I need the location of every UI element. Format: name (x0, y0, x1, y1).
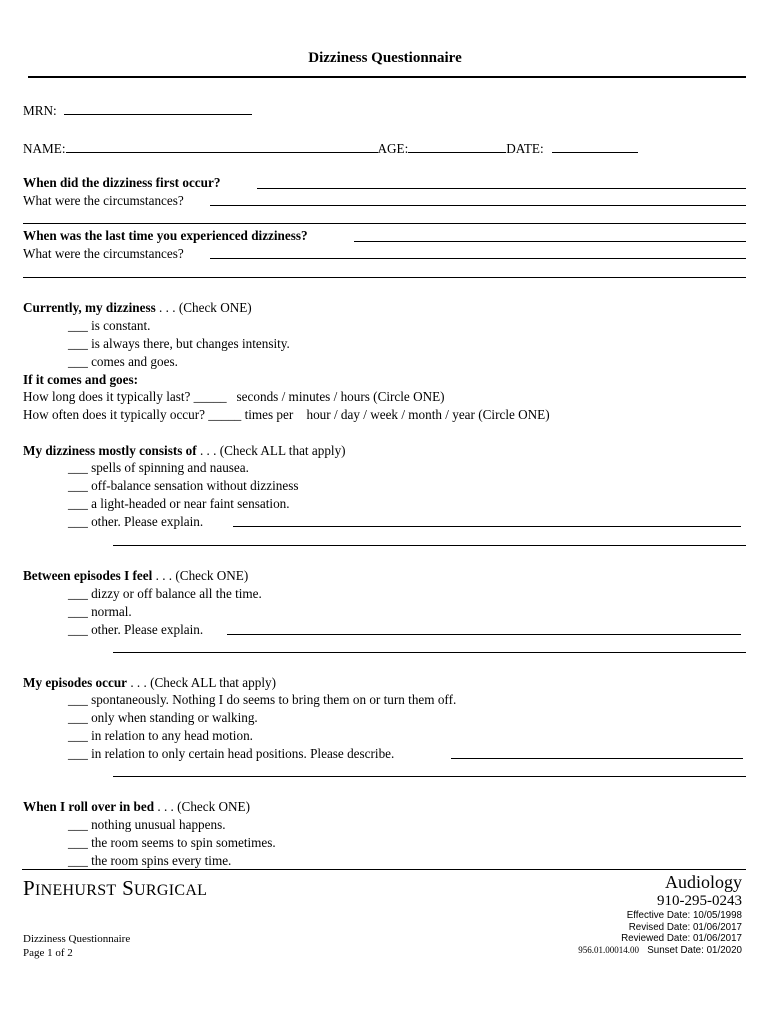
roll-heading: When I roll over in bed . . . (Check ONE) (23, 799, 250, 814)
consists-heading: My dizziness mostly consists of . . . (Check ALL that apply) (23, 443, 346, 458)
episodes-option-spontaneous[interactable]: ___ spontaneously. Nothing I do seems to bring them on or turn them off. (68, 692, 457, 707)
sunset-date: Sunset Date: 01/2020 (647, 944, 742, 956)
last-circumstances-line[interactable] (210, 258, 746, 259)
document-dates (578, 910, 742, 956)
name-field[interactable] (66, 140, 378, 153)
reviewed-date: Reviewed Date: 01/06/2017 (621, 933, 742, 944)
name-label: NAME: (23, 141, 66, 156)
last-time-answer-line[interactable] (354, 241, 746, 242)
last-circumstances-label: What were the circumstances? (23, 246, 184, 261)
mrn-label: MRN: (23, 103, 57, 118)
how-long-row: How long does it typically last? _____ seconds / minutes / hours (Circle ONE) (23, 389, 445, 404)
age-label: AGE: (377, 141, 409, 156)
first-circumstances-line-2[interactable] (23, 223, 746, 224)
between-heading: Between episodes I feel . . . (Check ONE) (23, 568, 249, 583)
page-title: Dizziness Questionnaire (308, 50, 462, 66)
episodes-option-head-motion[interactable]: ___ in relation to any head motion. (68, 728, 253, 743)
episodes-option-standing[interactable]: ___ only when standing or walking. (68, 710, 258, 725)
consists-option-other[interactable]: ___ other. Please explain. (68, 514, 204, 529)
episodes-describe-line[interactable] (451, 758, 743, 759)
first-occur-question: When did the dizziness first occur? (23, 175, 221, 190)
between-option-normal[interactable]: ___ normal. (68, 604, 132, 619)
roll-option-sometimes[interactable]: ___ the room seems to spin sometimes. (68, 835, 276, 850)
between-other-line-2[interactable] (113, 652, 746, 653)
footer-document-name: Dizziness Questionnaire (23, 933, 131, 945)
episodes-describe-line-2[interactable] (113, 776, 746, 777)
department-label: Audiology (664, 872, 742, 892)
currently-option-constant[interactable]: ___ is constant. (68, 318, 151, 333)
currently-option-changes[interactable]: ___ is always there, but changes intensity. (68, 336, 290, 351)
date-label: DATE: (506, 141, 544, 156)
first-circumstances-line[interactable] (210, 205, 746, 206)
between-other-line[interactable] (227, 634, 741, 635)
last-circumstances-line-2[interactable] (23, 277, 746, 278)
name-row (23, 140, 638, 157)
effective-date: Effective Date: 10/05/1998 (626, 910, 742, 921)
last-time-question: When was the last time you experienced dizziness? (23, 228, 308, 243)
roll-option-every-time[interactable]: ___ the room spins every time. (68, 853, 232, 868)
consists-other-line[interactable] (233, 526, 741, 527)
revised-date: Revised Date: 01/06/2017 (628, 921, 742, 933)
consists-other-line-2[interactable] (113, 545, 746, 546)
between-option-dizzy[interactable]: ___ dizzy or off balance all the time. (68, 586, 262, 601)
comes-goes-heading: If it comes and goes: (23, 372, 139, 387)
page-number: Page 1 of 2 (23, 947, 73, 959)
date-field[interactable] (552, 140, 638, 153)
episodes-heading: My episodes occur . . . (Check ALL that apply) (23, 675, 276, 690)
mrn-field[interactable] (64, 102, 252, 115)
footer-document-info (23, 932, 130, 960)
episodes-option-head-positions[interactable]: ___ in relation to only certain head positions. Please describe. (68, 746, 395, 761)
document-code: 956.01.00014.00 (578, 944, 640, 955)
footer-rule (22, 869, 746, 870)
consists-option-spinning[interactable]: ___ spells of spinning and nausea. (68, 460, 249, 475)
mrn-row (23, 102, 252, 119)
how-often-row: How often does it typically occur? _____ times per hour / day / week / month / year (Circle ONE) (23, 407, 550, 422)
consists-option-off-balance[interactable]: ___ off-balance sensation without dizziness (68, 478, 299, 493)
pinehurst-surgical-logo: PINEHURST SURGICAL (23, 876, 208, 900)
consists-option-light-headed[interactable]: ___ a light-headed or near faint sensation. (68, 496, 290, 511)
currently-option-comes-goes[interactable]: ___ comes and goes. (68, 354, 178, 369)
first-circumstances-label: What were the circumstances? (23, 193, 184, 208)
title-rule (28, 76, 746, 78)
currently-heading: Currently, my dizziness . . . (Check ONE) (23, 300, 252, 315)
roll-option-nothing[interactable]: ___ nothing unusual happens. (68, 817, 226, 832)
phone-number: 910-295-0243 (657, 893, 742, 909)
first-occur-answer-line[interactable] (257, 188, 746, 189)
age-field[interactable] (408, 140, 506, 153)
between-option-other[interactable]: ___ other. Please explain. (68, 622, 204, 637)
